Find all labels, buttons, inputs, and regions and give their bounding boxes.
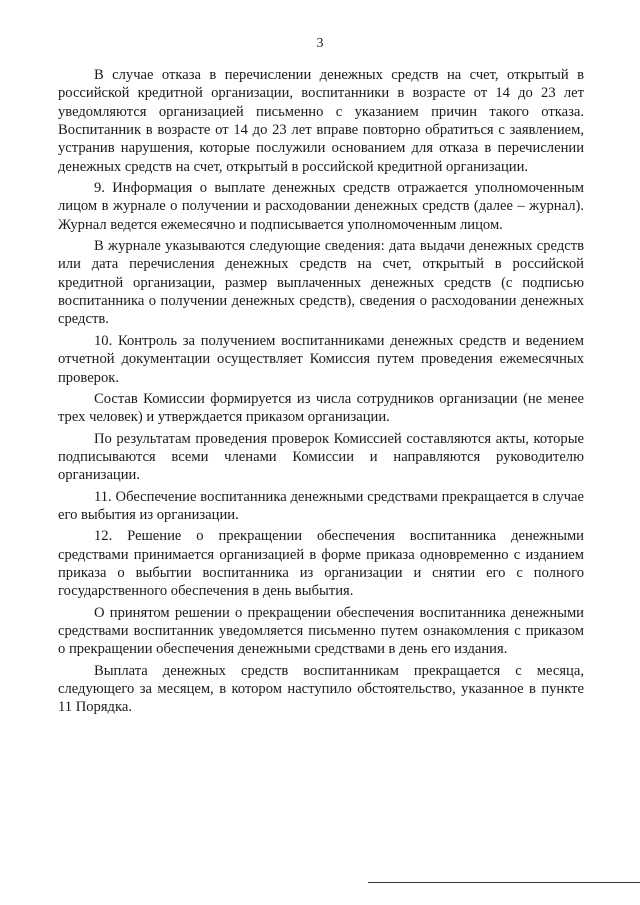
paragraph-item-10: 10. Контроль за получением воспитанниками денежных средств и ведением отчетной документации осуществляет Комиссия путем проведения ежемесячных проверок. <box>58 332 584 386</box>
page-number: 3 <box>316 36 324 51</box>
document-body <box>58 66 584 720</box>
scan-edge-line <box>368 882 640 883</box>
paragraph-item-12: 12. Решение о прекращении обеспечения воспитанника денежными средствами принимается организацией в форме приказа одновременно с изданием приказа о выбытии воспитанника из организации и снятии его с полного государственного обеспечения в день выбытия. <box>58 528 584 600</box>
paragraph-decision-notice: О принятом решении о прекращении обеспечения воспитанника денежными средствами воспитанник уведомляется письменно путем ознакомления с приказом о прекращении обеспечения денежными средствами в день его издания. <box>58 604 584 658</box>
paragraph-inspection-acts: По результатам проведения проверок Комиссией составляются акты, которые подписываются всеми членами Комиссии и направляются руководителю организации. <box>58 430 584 484</box>
paragraph-commission-composition: Состав Комиссии формируется из числа сотрудников организации (не менее трех человек) и утверждается приказом организации. <box>58 390 584 426</box>
paragraph-item-9: 9. Информация о выплате денежных средств отражается уполномоченным лицом в журнале о получении и расходовании денежных средств (далее – журнал). Журнал ведется ежемесячно и подписывается уполномоченным лицом. <box>58 180 584 233</box>
paragraph-payment-termination: Выплата денежных средств воспитанникам прекращается с месяца, следующего за месяцем, в котором наступило обстоятельство, указанное в пункте 11 Порядка. <box>58 662 584 716</box>
paragraph-item-11: 11. Обеспечение воспитанника денежными средствами прекращается в случае его выбытия из организации. <box>58 488 584 523</box>
paragraph-refusal-notice: В случае отказа в перечислении денежных средств на счет, открытый в российской кредитной организации, воспитанники в возрасте от 14 до 23 лет уведомляются организацией письменно с указанием причин такого отказа. Воспитанник в возрасте от 14 до 23 лет вправе повторно обратиться с заявлением, устранив нарушения, которые послужили основанием для отказа в перечислении денежных средств на счет, открытый в российской кредитной организации. <box>58 67 584 175</box>
paragraph-journal-contents: В журнале указываются следующие сведения: дата выдачи денежных средств или дата перечисления денежных средств на счет, открытый в российской кредитной организации, размер выплаченных денежных средств (с подписью воспитанника о получении денежных средств), сведения о расходовании денежных средств. <box>58 238 584 328</box>
